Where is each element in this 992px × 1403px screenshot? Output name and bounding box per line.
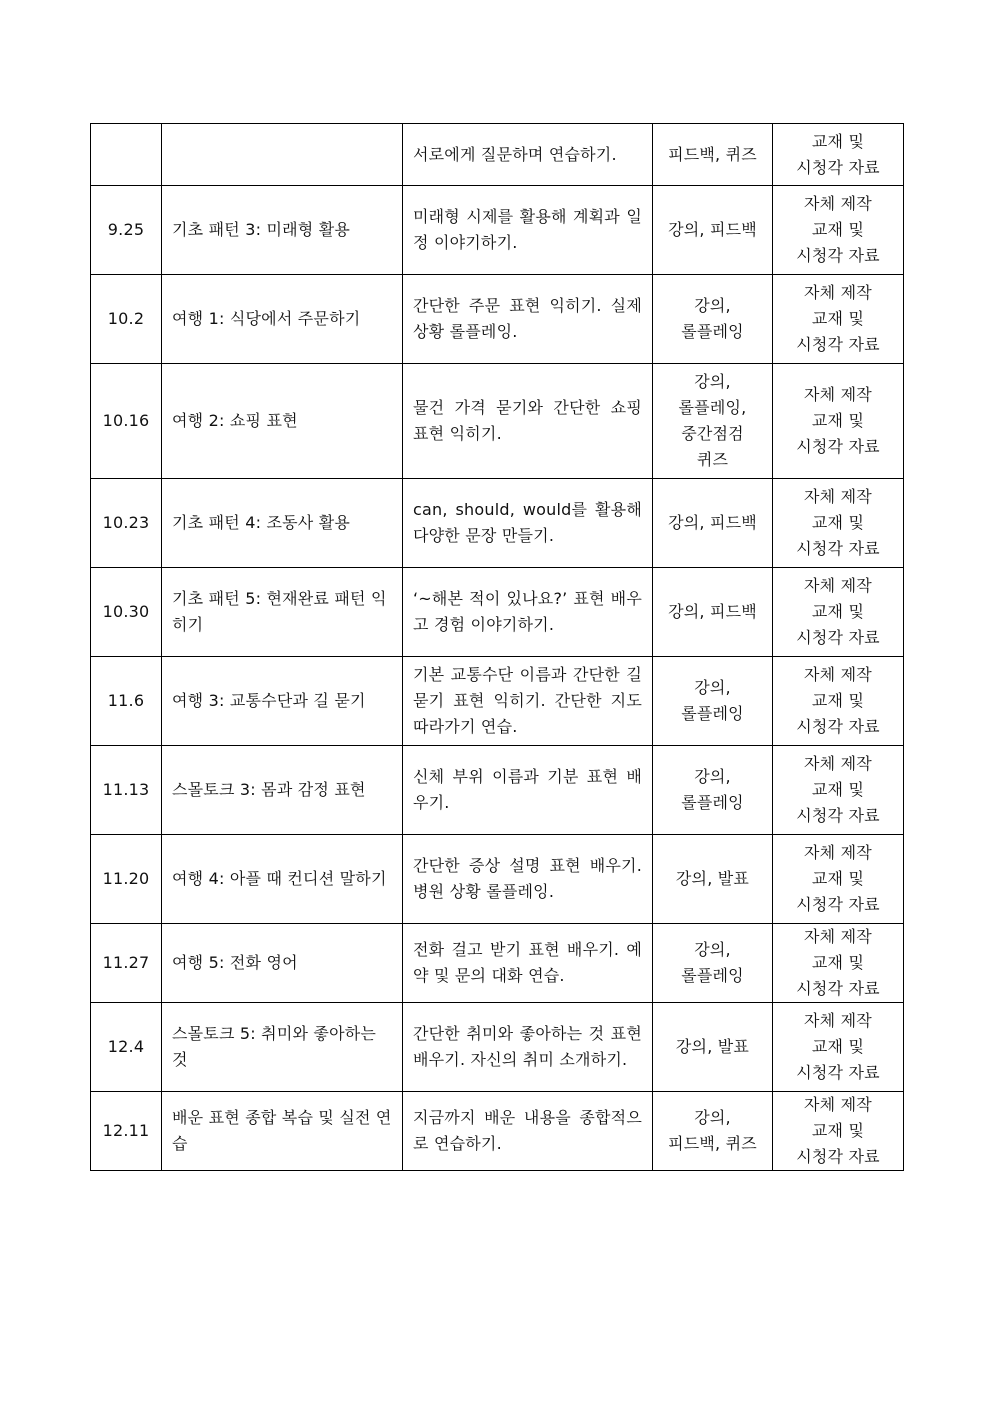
date-cell: 10.23 xyxy=(91,479,162,568)
topic-cell: 여행 5: 전화 영어 xyxy=(162,924,403,1003)
topic-cell: 스몰토크 5: 취미와 좋아하는 것 xyxy=(162,1003,403,1092)
content-cell: 간단한 주문 표현 익히기. 실제 상황 롤플레잉. xyxy=(403,275,653,364)
content-cell: 간단한 증상 설명 표현 배우기. 병원 상황 롤플레잉. xyxy=(403,835,653,924)
content-cell: 지금까지 배운 내용을 종합적으로 연습하기. xyxy=(403,1092,653,1171)
date-cell: 9.25 xyxy=(91,186,162,275)
material-cell: 자체 제작 교재 및 시청각 자료 xyxy=(773,568,904,657)
topic-cell xyxy=(162,124,403,186)
date-cell xyxy=(91,124,162,186)
method-cell: 피드백, 퀴즈 xyxy=(653,124,773,186)
method-cell: 강의, 롤플레잉 xyxy=(653,275,773,364)
date-cell: 11.27 xyxy=(91,924,162,1003)
table-row xyxy=(91,746,904,835)
table-row xyxy=(91,1092,904,1171)
schedule-table xyxy=(90,123,904,1171)
topic-cell: 여행 1: 식당에서 주문하기 xyxy=(162,275,403,364)
method-cell: 강의, 롤플레잉 xyxy=(653,746,773,835)
date-cell: 10.2 xyxy=(91,275,162,364)
method-cell: 강의, 피드백 xyxy=(653,568,773,657)
schedule-body xyxy=(91,124,904,1171)
material-cell: 자체 제작 교재 및 시청각 자료 xyxy=(773,746,904,835)
content-cell: 물건 가격 묻기와 간단한 쇼핑 표현 익히기. xyxy=(403,364,653,479)
table-row xyxy=(91,1003,904,1092)
table-row xyxy=(91,835,904,924)
content-cell: 미래형 시제를 활용해 계획과 일정 이야기하기. xyxy=(403,186,653,275)
method-cell: 강의, 롤플레잉, 중간점검 퀴즈 xyxy=(653,364,773,479)
table-row xyxy=(91,568,904,657)
date-cell: 11.13 xyxy=(91,746,162,835)
table-row xyxy=(91,124,904,186)
material-cell: 자체 제작 교재 및 시청각 자료 xyxy=(773,924,904,1003)
method-cell: 강의, 피드백 xyxy=(653,186,773,275)
method-cell: 강의, 피드백 xyxy=(653,479,773,568)
topic-cell: 스몰토크 3: 몸과 감정 표현 xyxy=(162,746,403,835)
content-cell: can, should, would를 활용해 다양한 문장 만들기. xyxy=(403,479,653,568)
table-row xyxy=(91,364,904,479)
material-cell: 자체 제작 교재 및 시청각 자료 xyxy=(773,835,904,924)
content-cell: 전화 걸고 받기 표현 배우기. 예약 및 문의 대화 연습. xyxy=(403,924,653,1003)
date-cell: 12.11 xyxy=(91,1092,162,1171)
material-cell: 교재 및 시청각 자료 xyxy=(773,124,904,186)
topic-cell: 배운 표현 종합 복습 및 실전 연습 xyxy=(162,1092,403,1171)
date-cell: 11.6 xyxy=(91,657,162,746)
material-cell: 자체 제작 교재 및 시청각 자료 xyxy=(773,1003,904,1092)
material-cell: 자체 제작 교재 및 시청각 자료 xyxy=(773,275,904,364)
date-cell: 12.4 xyxy=(91,1003,162,1092)
material-cell: 자체 제작 교재 및 시청각 자료 xyxy=(773,479,904,568)
material-cell: 자체 제작 교재 및 시청각 자료 xyxy=(773,657,904,746)
method-cell: 강의, 피드백, 퀴즈 xyxy=(653,1092,773,1171)
method-cell: 강의, 발표 xyxy=(653,835,773,924)
topic-cell: 여행 4: 아플 때 컨디션 말하기 xyxy=(162,835,403,924)
material-cell: 자체 제작 교재 및 시청각 자료 xyxy=(773,186,904,275)
table-row xyxy=(91,186,904,275)
topic-cell: 기초 패턴 5: 현재완료 패턴 익히기 xyxy=(162,568,403,657)
content-cell: 서로에게 질문하며 연습하기. xyxy=(403,124,653,186)
material-cell: 자체 제작 교재 및 시청각 자료 xyxy=(773,364,904,479)
table-row xyxy=(91,924,904,1003)
date-cell: 10.16 xyxy=(91,364,162,479)
topic-cell: 여행 2: 쇼핑 표현 xyxy=(162,364,403,479)
table-row xyxy=(91,479,904,568)
method-cell: 강의, 발표 xyxy=(653,1003,773,1092)
method-cell: 강의, 롤플레잉 xyxy=(653,924,773,1003)
content-cell: 신체 부위 이름과 기분 표현 배우기. xyxy=(403,746,653,835)
content-cell: 기본 교통수단 이름과 간단한 길 묻기 표현 익히기. 간단한 지도 따라가기 연습. xyxy=(403,657,653,746)
table-row xyxy=(91,275,904,364)
topic-cell: 기초 패턴 4: 조동사 활용 xyxy=(162,479,403,568)
method-cell: 강의, 롤플레잉 xyxy=(653,657,773,746)
date-cell: 11.20 xyxy=(91,835,162,924)
content-cell: ‘~해본 적이 있나요?’ 표현 배우고 경험 이야기하기. xyxy=(403,568,653,657)
topic-cell: 기초 패턴 3: 미래형 활용 xyxy=(162,186,403,275)
topic-cell: 여행 3: 교통수단과 길 묻기 xyxy=(162,657,403,746)
material-cell: 자체 제작 교재 및 시청각 자료 xyxy=(773,1092,904,1171)
date-cell: 10.30 xyxy=(91,568,162,657)
table-row xyxy=(91,657,904,746)
content-cell: 간단한 취미와 좋아하는 것 표현 배우기. 자신의 취미 소개하기. xyxy=(403,1003,653,1092)
